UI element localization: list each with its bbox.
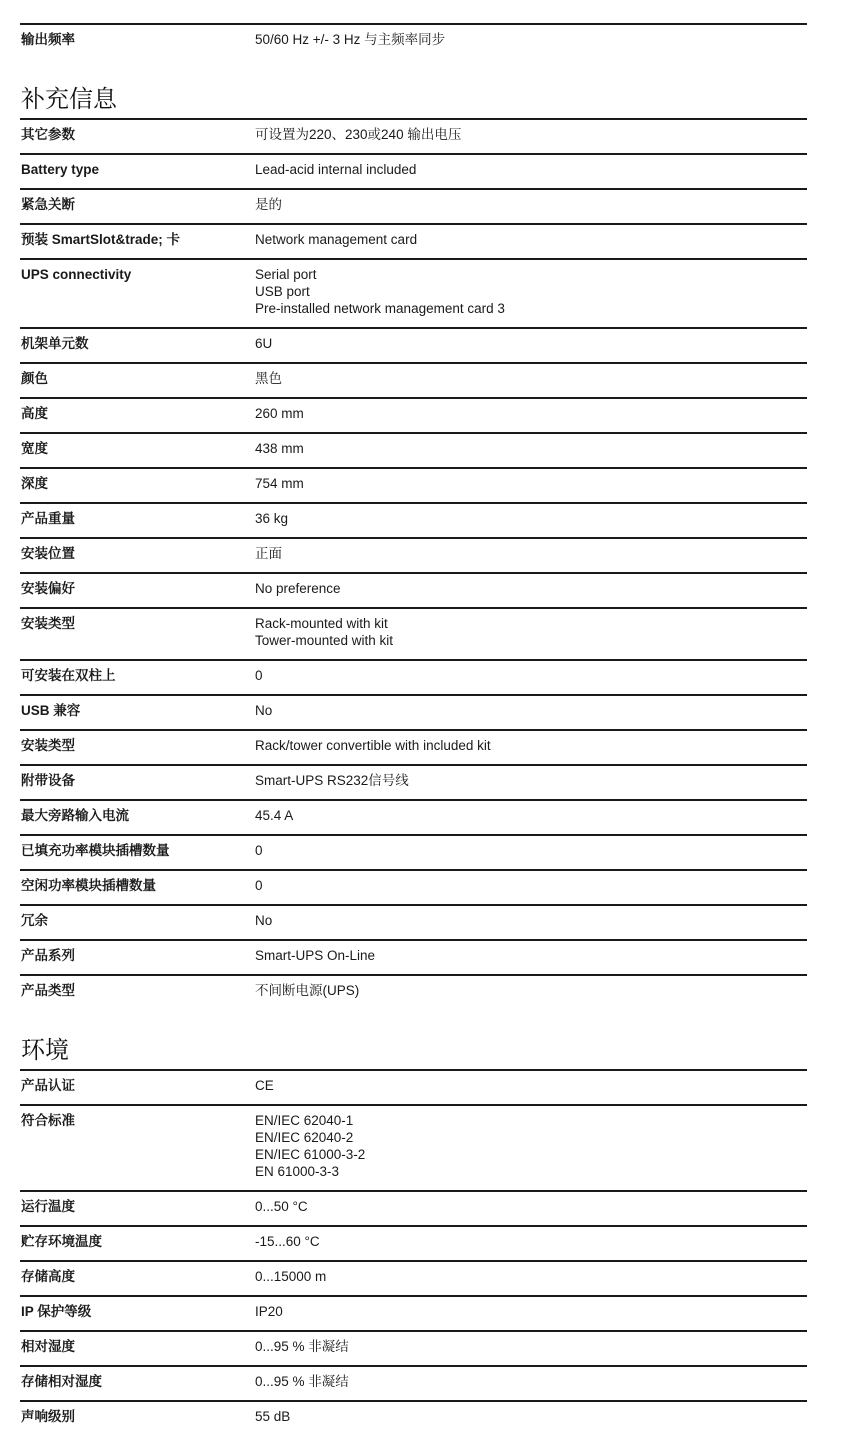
spec-value-line: Rack-mounted with kit [255, 616, 388, 631]
spec-value-line: 50/60 Hz +/- 3 Hz 与主频率同步 [255, 32, 446, 47]
spec-value-line: 0...50 °C [255, 1199, 308, 1214]
spec-row-value [255, 580, 807, 597]
spec-row [20, 661, 807, 696]
spec-row [20, 1402, 807, 1435]
spec-row-value [255, 807, 807, 824]
spec-value-line: EN/IEC 61000-3-2 [255, 1147, 366, 1162]
spec-row [20, 696, 807, 731]
spec-row-label: 预装 SmartSlot&trade; 卡 [21, 232, 181, 247]
spec-row [20, 731, 807, 766]
spec-value-line: 0 [255, 878, 263, 893]
spec-row [20, 329, 807, 364]
spec-row [20, 1297, 807, 1332]
spec-row-label: 高度 [21, 406, 48, 421]
spec-row-label: 冗余 [21, 913, 48, 928]
spec-row-value [255, 1408, 807, 1425]
spec-row [20, 1192, 807, 1227]
spec-row [20, 539, 807, 574]
spec-value-line: 438 mm [255, 441, 304, 456]
spec-row-value [255, 615, 807, 649]
spec-row [20, 766, 807, 801]
spec-row-label: 安装类型 [21, 738, 75, 753]
spec-value-line: Smart-UPS On-Line [255, 948, 376, 963]
spec-row [20, 23, 807, 58]
spec-value-line: 是的 [255, 197, 282, 212]
spec-row-label: 存储高度 [21, 1269, 75, 1284]
spec-row-value [255, 1268, 807, 1285]
spec-value-line: No [255, 913, 273, 928]
spec-row-value [255, 440, 807, 457]
spec-value-line: CE [255, 1078, 274, 1093]
spec-section [20, 23, 807, 58]
spec-row-value [255, 370, 807, 387]
spec-row-value [255, 1338, 807, 1355]
spec-value-line: USB port [255, 284, 310, 299]
spec-row-label: 产品类型 [21, 983, 75, 998]
spec-row-label: 贮存环境温度 [21, 1234, 102, 1249]
spec-row [20, 260, 807, 329]
spec-row [20, 190, 807, 225]
spec-row-value [255, 266, 807, 317]
spec-row [20, 399, 807, 434]
spec-row [20, 225, 807, 260]
spec-row-label: USB 兼容 [21, 703, 81, 718]
spec-row-label: 运行温度 [21, 1199, 75, 1214]
spec-row [20, 1332, 807, 1367]
spec-value-line: No preference [255, 581, 341, 596]
spec-row-value [255, 231, 807, 248]
spec-row [20, 1367, 807, 1402]
spec-row-value [255, 737, 807, 754]
spec-value-line: EN/IEC 62040-1 [255, 1113, 354, 1128]
spec-row-value [255, 545, 807, 562]
spec-value-line: IP20 [255, 1304, 283, 1319]
spec-row [20, 155, 807, 190]
spec-value-line: 黑色 [255, 371, 282, 386]
spec-value-line: 0 [255, 668, 263, 683]
spec-row-value [255, 1233, 807, 1250]
spec-value-line: EN 61000-3-3 [255, 1164, 340, 1179]
spec-row-label: 已填充功率模块插槽数量 [21, 843, 170, 858]
spec-row-label: 存储相对湿度 [21, 1374, 102, 1389]
spec-row-value [255, 405, 807, 422]
spec-row-value [255, 335, 807, 352]
spec-row [20, 504, 807, 539]
spec-row-value [255, 1112, 807, 1180]
spec-value-line: 0...95 % 非凝结 [255, 1374, 349, 1389]
spec-row [20, 469, 807, 504]
spec-value-line: 正面 [255, 546, 282, 561]
spec-row-value [255, 126, 807, 143]
spec-row-label: 紧急关断 [21, 197, 75, 212]
spec-value-line: 55 dB [255, 1409, 291, 1424]
spec-row-value [255, 912, 807, 929]
spec-value-line: 260 mm [255, 406, 304, 421]
spec-row-label: 产品系列 [21, 948, 75, 963]
spec-value-line: Tower-mounted with kit [255, 633, 394, 648]
spec-row [20, 1227, 807, 1262]
spec-value-line: Pre-installed network management card 3 [255, 301, 505, 316]
spec-section [20, 86, 807, 1009]
spec-row-label: 符合标准 [21, 1113, 75, 1128]
spec-row-value [255, 772, 807, 789]
spec-value-line: 0...95 % 非凝结 [255, 1339, 349, 1354]
spec-row-label: 输出频率 [21, 32, 75, 47]
spec-row-label: 其它参数 [21, 127, 75, 142]
spec-row-value [255, 982, 807, 999]
section-heading: 补充信息 [20, 86, 807, 120]
spec-row-value [255, 1373, 807, 1390]
spec-row-label: 最大旁路输入电流 [21, 808, 129, 823]
spec-value-line: 0...15000 m [255, 1269, 327, 1284]
spec-value-line: Serial port [255, 267, 317, 282]
spec-value-line: Lead-acid internal included [255, 162, 417, 177]
spec-row [20, 1071, 807, 1106]
spec-value-line: Smart-UPS RS232信号线 [255, 773, 409, 788]
spec-row-value [255, 702, 807, 719]
spec-row [20, 434, 807, 469]
spec-section [20, 1037, 807, 1435]
spec-row-label: 产品重量 [21, 511, 75, 526]
spec-row [20, 1106, 807, 1192]
spec-value-line: 45.4 A [255, 808, 294, 823]
spec-row-label: 空闲功率模块插槽数量 [21, 878, 156, 893]
spec-row-value [255, 842, 807, 859]
spec-row-label: UPS connectivity [21, 267, 132, 282]
spec-row-value [255, 196, 807, 213]
spec-value-line: 6U [255, 336, 273, 351]
spec-row [20, 836, 807, 871]
spec-value-line: Rack/tower convertible with included kit [255, 738, 491, 753]
spec-row-label: 安装类型 [21, 616, 75, 631]
spec-row-value [255, 1303, 807, 1320]
spec-row [20, 574, 807, 609]
spec-row-label: 声响级别 [21, 1409, 75, 1424]
spec-row-label: 附带设备 [21, 773, 75, 788]
spec-row [20, 976, 807, 1009]
spec-row [20, 120, 807, 155]
section-heading: 环境 [20, 1037, 807, 1071]
spec-row [20, 906, 807, 941]
spec-value-line: No [255, 703, 273, 718]
spec-row-label: 深度 [21, 476, 48, 491]
spec-value-line: 不间断电源(UPS) [255, 983, 360, 998]
spec-row [20, 871, 807, 906]
spec-row [20, 609, 807, 661]
spec-row [20, 941, 807, 976]
spec-row-value [255, 1077, 807, 1094]
spec-row-value [255, 475, 807, 492]
spec-row-value [255, 31, 807, 48]
spec-row [20, 1262, 807, 1297]
spec-row-value [255, 667, 807, 684]
spec-row-label: Battery type [21, 162, 100, 177]
spec-row-label: 相对湿度 [21, 1339, 75, 1354]
spec-value-line: 0 [255, 843, 263, 858]
spec-row-label: 安装位置 [21, 546, 75, 561]
spec-value-line: -15...60 °C [255, 1234, 320, 1249]
spec-row-label: IP 保护等级 [21, 1304, 92, 1319]
spec-row-label: 宽度 [21, 441, 48, 456]
spec-row [20, 364, 807, 399]
spec-value-line: 36 kg [255, 511, 289, 526]
spec-row [20, 801, 807, 836]
spec-row-label: 机架单元数 [21, 336, 89, 351]
spec-row-value [255, 1198, 807, 1215]
spec-row-value [255, 877, 807, 894]
spec-row-label: 安装偏好 [21, 581, 75, 596]
spec-value-line: 754 mm [255, 476, 304, 491]
spec-value-line: 可设置为220、230或240 输出电压 [255, 127, 462, 142]
spec-table [20, 23, 807, 1435]
spec-row-label: 产品认证 [21, 1078, 75, 1093]
spec-row-value [255, 161, 807, 178]
spec-value-line: EN/IEC 62040-2 [255, 1130, 354, 1145]
spec-row-label: 颜色 [21, 371, 48, 386]
spec-row-label: 可安装在双柱上 [21, 668, 116, 683]
spec-row-value [255, 510, 807, 527]
spec-value-line: Network management card [255, 232, 418, 247]
spec-row-value [255, 947, 807, 964]
